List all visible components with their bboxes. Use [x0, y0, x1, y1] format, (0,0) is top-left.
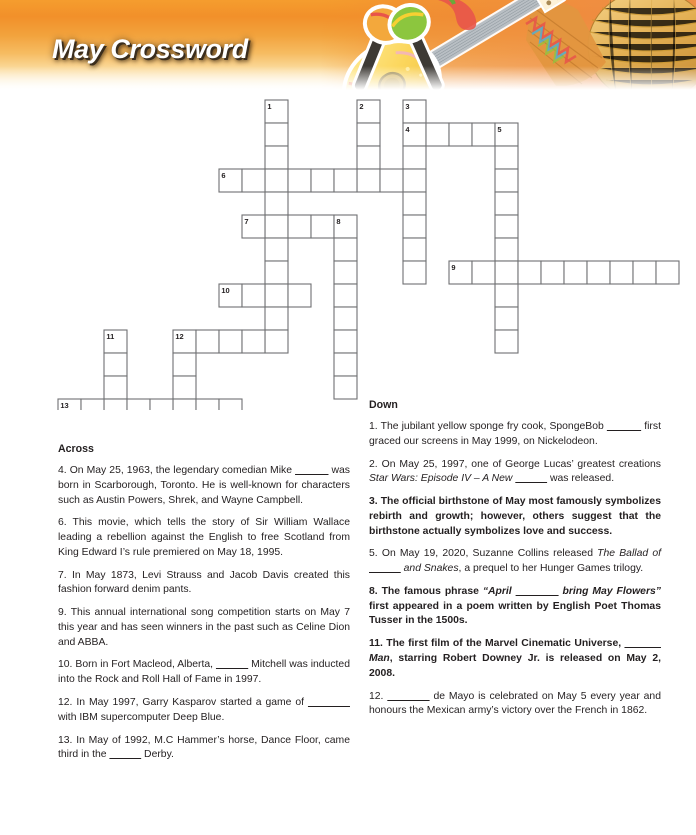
down-heading: Down [369, 399, 398, 411]
grid-cell[interactable] [334, 307, 357, 330]
across-clue-list [58, 464, 350, 763]
grid-cell[interactable] [334, 330, 357, 353]
grid-cell[interactable] [288, 215, 311, 238]
grid-cell[interactable] [334, 376, 357, 399]
across-clue-number: 9. [58, 607, 71, 619]
grid-cell[interactable] [265, 238, 288, 261]
grid-cell-number: 6 [221, 171, 226, 181]
across-heading: Across [58, 443, 94, 455]
across-clue-text: On May 25, 1963, the legendary comedian Mike was born in Scarborough, Toronto. He is well-known for characters such as Austin Powers, Shrek, and Wayne Campbell. [58, 465, 351, 506]
clues-section [0, 398, 696, 835]
down-clue-text: de Mayo is celebrated on May 5 every year and honours the Mexican army’s victory over the French in 1862. [369, 690, 661, 717]
clue-italic: “April bring May Flowers” [482, 585, 661, 597]
down-clue-text: On May 19, 2020, Suzanne Collins released The Ballad of and Snakes, a prequel to her Hunger Games trilogy. [369, 548, 661, 574]
clue-blank [516, 586, 559, 597]
page-title: May Crossword [52, 34, 248, 64]
grid-cell[interactable] [265, 215, 288, 238]
grid-cell[interactable] [403, 192, 426, 215]
banner-artwork [320, 0, 696, 92]
down-clue-number: 8. [369, 585, 382, 597]
grid-cell[interactable] [265, 192, 288, 215]
grid-cell-number: 3 [405, 102, 410, 112]
across-clue [58, 696, 350, 726]
grid-cell-number: 10 [221, 286, 230, 296]
page-banner [0, 0, 696, 92]
grid-cell[interactable] [495, 284, 518, 307]
grid-cell[interactable] [541, 261, 564, 284]
across-clue-text: In May 1873, Levi Strauss and Jacob Davis created this fashion forward denim pants. [58, 569, 350, 596]
down-clue-number: 2. [369, 458, 382, 470]
down-clue [369, 495, 661, 539]
grid-cell-number: 7 [244, 217, 249, 227]
clue-italic: Star Wars: Episode IV – A New [369, 473, 513, 485]
down-clue-text: The jubilant yellow sponge fry cook, SpongeBob first graced our screens in May 1999, on Nickelodeon. [369, 421, 661, 447]
grid-cell[interactable] [334, 284, 357, 307]
grid-cell[interactable] [357, 146, 380, 169]
down-clue-number: 11. [369, 638, 387, 650]
grid-cell[interactable] [449, 123, 472, 146]
down-clue-list [369, 420, 661, 719]
grid-cell[interactable] [104, 353, 127, 376]
grid-cell[interactable] [587, 261, 610, 284]
across-clue [58, 734, 350, 764]
across-clue-number: 10. [58, 659, 76, 671]
across-clue-number: 6. [58, 517, 73, 529]
grid-cell[interactable] [472, 261, 495, 284]
clue-blank [295, 465, 328, 476]
across-clue-number: 13. [58, 734, 77, 746]
grid-cell[interactable] [242, 169, 265, 192]
clue-blank [387, 691, 429, 702]
grid-cell[interactable] [334, 353, 357, 376]
grid-cell[interactable] [265, 330, 288, 353]
grid-cell[interactable] [403, 261, 426, 284]
clue-blank [369, 563, 401, 574]
grid-cell[interactable] [242, 330, 265, 353]
grid-cell[interactable] [495, 192, 518, 215]
grid-cell[interactable] [357, 169, 380, 192]
grid-cell[interactable] [265, 284, 288, 307]
grid-cell[interactable] [219, 330, 242, 353]
grid-cell[interactable] [334, 169, 357, 192]
sombrero-icon [588, 0, 696, 92]
down-clue [369, 690, 661, 720]
grid-cell[interactable] [495, 146, 518, 169]
across-clue-text: In May of 1992, M.C Hammer’s horse, Dance Floor, came third in the Derby. [58, 734, 350, 761]
grid-cell-number: 8 [336, 217, 341, 227]
down-clue [369, 637, 661, 681]
down-clue-number: 5. [369, 548, 382, 560]
down-clue-number: 12. [369, 690, 388, 702]
across-clue [58, 606, 350, 650]
down-clue-number: 1. [369, 421, 381, 433]
grid-cell[interactable] [357, 123, 380, 146]
clue-blank [515, 473, 547, 484]
down-clue-text: The famous phrase “April bring May Flowers” first appeared in a poem written by English Poet Thomas Tusser in the 1500s. [369, 585, 661, 627]
down-clue-number: 3. [369, 496, 381, 508]
grid-cell[interactable] [656, 261, 679, 284]
grid-cell[interactable] [288, 169, 311, 192]
grid-cell[interactable] [265, 169, 288, 192]
grid-cell[interactable] [403, 215, 426, 238]
grid-cell[interactable] [495, 307, 518, 330]
grid-cell[interactable] [242, 284, 265, 307]
grid-cell-number: 5 [497, 125, 502, 135]
clue-blank [308, 697, 350, 708]
clue-blank [216, 659, 248, 670]
crossword-grid-svg[interactable] [0, 92, 696, 410]
grid-cell[interactable] [495, 215, 518, 238]
across-clue [58, 658, 350, 688]
grid-cell[interactable] [196, 330, 219, 353]
across-clue-number: 7. [58, 569, 72, 581]
grid-cell[interactable] [472, 123, 495, 146]
across-clue-number: 12. [58, 696, 77, 708]
grid-cell-number: 4 [405, 125, 410, 135]
across-clue-number: 4. [58, 465, 70, 477]
grid-cell[interactable] [380, 169, 403, 192]
grid-cell-number: 13 [60, 401, 69, 410]
grid-cell[interactable] [311, 215, 334, 238]
grid-cell[interactable] [495, 330, 518, 353]
grid-cell[interactable] [495, 238, 518, 261]
down-column [369, 398, 661, 719]
grid-cell[interactable] [311, 169, 334, 192]
grid-cell[interactable] [518, 261, 541, 284]
clue-blank [109, 749, 141, 760]
across-clue-text: This annual international song competition starts on May 7 this year and has seen winners in the past such as Celine Dion and ABBA. [58, 607, 350, 648]
clue-italic: Man [369, 652, 390, 664]
grid-cell-number: 12 [175, 332, 184, 342]
down-clue [369, 458, 661, 488]
grid-cell[interactable] [288, 284, 311, 307]
grid-cell[interactable] [495, 261, 518, 284]
grid-cell-number: 9 [451, 263, 456, 273]
down-clue-text: On May 25, 1997, one of George Lucas’ greatest creations Star Wars: Episode IV – A New was released. [369, 458, 661, 485]
grid-cell[interactable] [633, 261, 656, 284]
grid-cell[interactable] [564, 261, 587, 284]
grid-cell[interactable] [403, 146, 426, 169]
grid-cell[interactable] [265, 146, 288, 169]
clue-blank [607, 421, 641, 432]
grid-cell[interactable] [403, 169, 426, 192]
crossword-grid[interactable] [0, 92, 696, 410]
grid-cell[interactable] [265, 307, 288, 330]
across-column [58, 442, 350, 763]
grid-cell-number: 11 [106, 332, 115, 342]
grid-cell[interactable] [265, 261, 288, 284]
down-clue [369, 585, 661, 629]
across-clue-text: This movie, which tells the story of Sir William Wallace leading a rebellion against the English to free Scotland from King Edward I’s rule premiered on May 18, 1995. [58, 517, 350, 558]
across-clue [58, 569, 350, 599]
across-clue-text: Born in Fort Macleod, Alberta, Mitchell was inducted into the Rock and Roll Hall of Fame in 1997. [58, 659, 350, 686]
down-clue-text: The official birthstone of May most famously symbolizes rebirth and growth; however, others suggest that the birthstone actually symbolizes love and success. [369, 496, 661, 537]
across-clue [58, 516, 350, 560]
down-clue-text: The first film of the Marvel Cinematic Universe, Man, starring Robert Downey Jr. is released on May 2, 2008. [369, 638, 661, 679]
down-clue [369, 420, 661, 450]
grid-cell[interactable] [173, 376, 196, 399]
grid-cell[interactable] [403, 238, 426, 261]
across-clue [58, 464, 350, 508]
grid-cell-number: 2 [359, 102, 364, 112]
grid-cell[interactable] [495, 169, 518, 192]
grid-cell[interactable] [334, 261, 357, 284]
grid-cell-number: 1 [267, 102, 272, 112]
grid-cell[interactable] [610, 261, 633, 284]
grid-cell[interactable] [426, 123, 449, 146]
clue-italic: The Ballad of and Snakes [369, 548, 661, 574]
grid-cell[interactable] [334, 238, 357, 261]
grid-cell[interactable] [265, 123, 288, 146]
grid-cell[interactable] [173, 353, 196, 376]
down-clue [369, 547, 661, 577]
grid-cell[interactable] [104, 376, 127, 399]
across-clue-text: In May 1997, Garry Kasparov started a game of with IBM supercomputer Deep Blue. [58, 697, 350, 723]
clue-blank [624, 638, 661, 649]
